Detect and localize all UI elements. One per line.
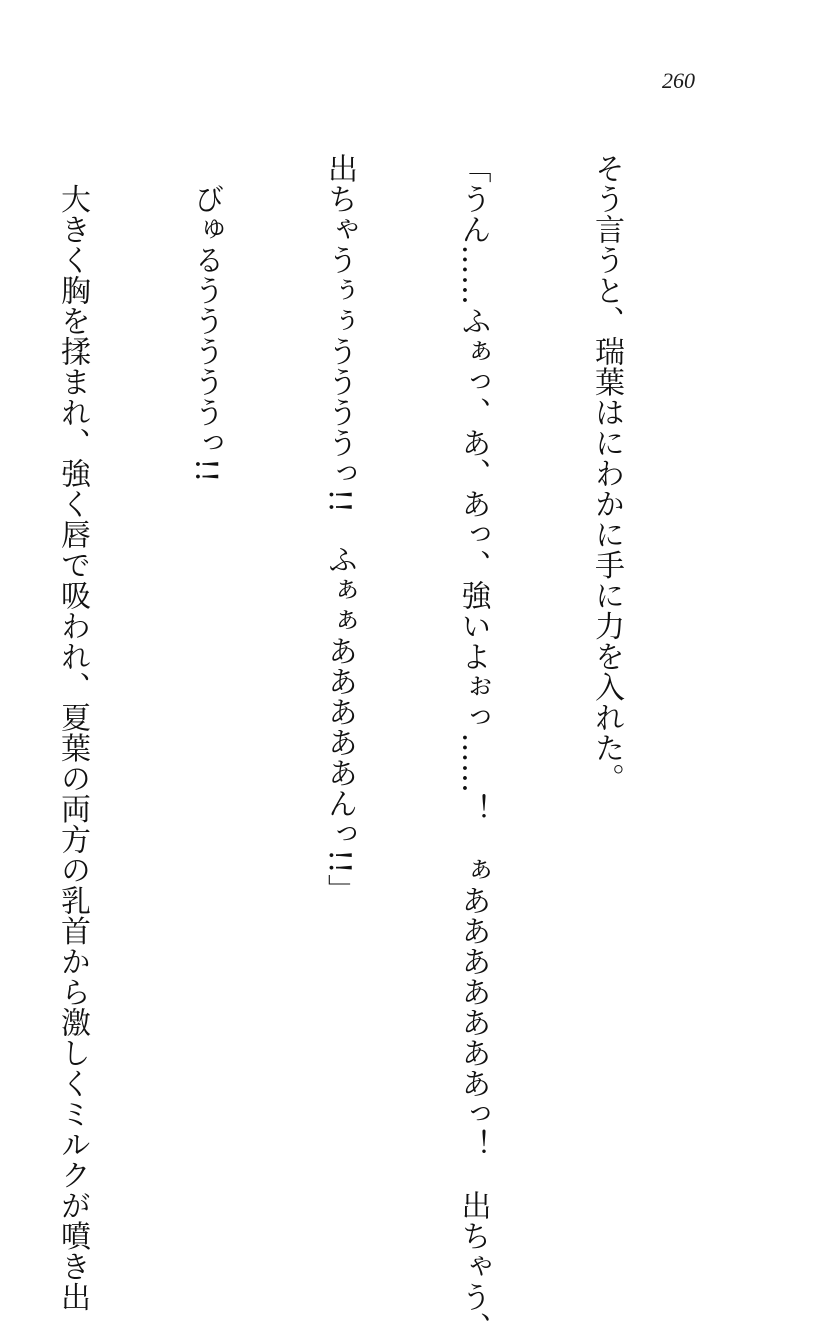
text-line: びゅるうううううっ!! bbox=[188, 153, 224, 484]
text-line: 「うん……ふぁっ、あ、あっ、強いよぉっ……！ ぁあああああああっ！ 出ちゃう、 bbox=[455, 153, 491, 1343]
text-line: 大きく胸を揉まれ、強く唇で吸われ、夏葉の両方の乳首から激しくミルクが噴き出 bbox=[55, 153, 90, 1312]
text-line: 出ちゃうぅぅううううっ!! ふぁぁあああああんっ!!」 bbox=[322, 153, 357, 905]
text-line: そう言うと、瑞葉はにわかに手に力を入れた。 bbox=[589, 153, 624, 794]
page-number: 260 bbox=[662, 68, 695, 93]
body-text bbox=[0, 153, 717, 1343]
